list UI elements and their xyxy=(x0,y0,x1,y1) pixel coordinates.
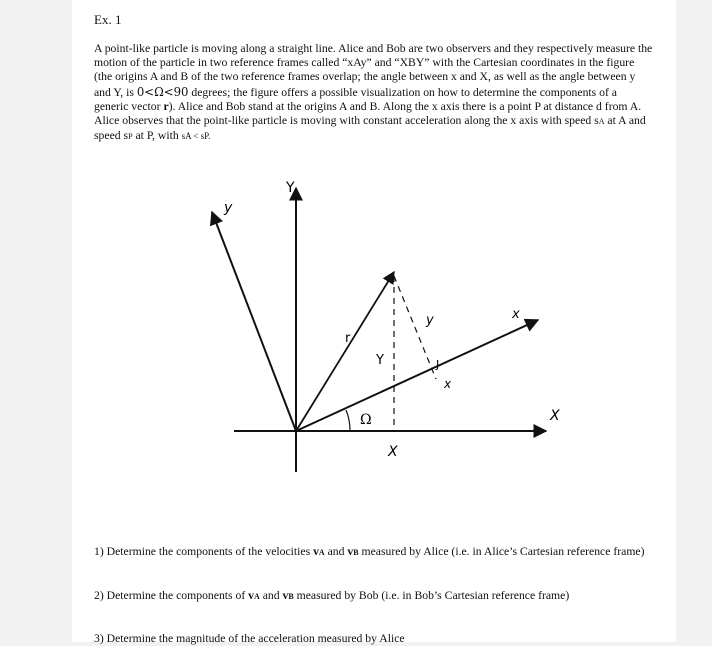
label-angle-mark: J xyxy=(436,358,440,371)
label-x-component: x xyxy=(444,377,452,391)
x-axis xyxy=(296,320,538,431)
question-3: 3) Determine the magnitude of the acceleration measured by Alice xyxy=(94,632,405,645)
position-vector-r xyxy=(296,272,394,431)
label-X-component: X xyxy=(388,444,398,460)
exercise-title: Ex. 1 xyxy=(94,12,122,27)
problem-statement: A point-like particle is moving along a straight line. Alice and Bob are two observers and they respectively measure the motion of the particle in two reference frames called “xAy” and “XBY” with the Cartesian coordinates in the figure (the origins A and B of the two reference frames overlap; the angle between x and X, as well as the angle between y and Y, is 0<Ω<90 degrees; the figure offers a possible visualization on how to determine the components of a generic vector r). Alice and Bob stand at the origins A and B. Along the x axis there is a point P at distance d from A. Alice observes that the point-like particle is moving with constant acceleration along the x axis with speed sA at A and speed sP at P, with sA < sP. xyxy=(94,42,653,143)
question-2: 2) Determine the components of vA and vB measured by Bob (i.e. in Bob’s Cartesian reference frame) xyxy=(94,589,570,602)
question-1: 1) Determine the components of the velocities vA and vB measured by Alice (i.e. in Alice’s Cartesian reference frame) xyxy=(94,545,645,558)
label-y-component: y xyxy=(426,313,434,328)
label-Y-component: Y xyxy=(376,353,384,368)
reference-frames-figure xyxy=(72,172,676,472)
label-r: r xyxy=(345,331,351,346)
label-X-axis: X xyxy=(550,408,560,424)
angle-arc xyxy=(346,410,350,431)
page xyxy=(72,0,676,645)
label-y-axis: y xyxy=(224,200,233,216)
label-x-axis: x xyxy=(512,307,520,322)
y-axis xyxy=(212,212,296,431)
label-angle: Ω xyxy=(360,412,372,428)
label-Y-axis: Y xyxy=(286,180,295,196)
